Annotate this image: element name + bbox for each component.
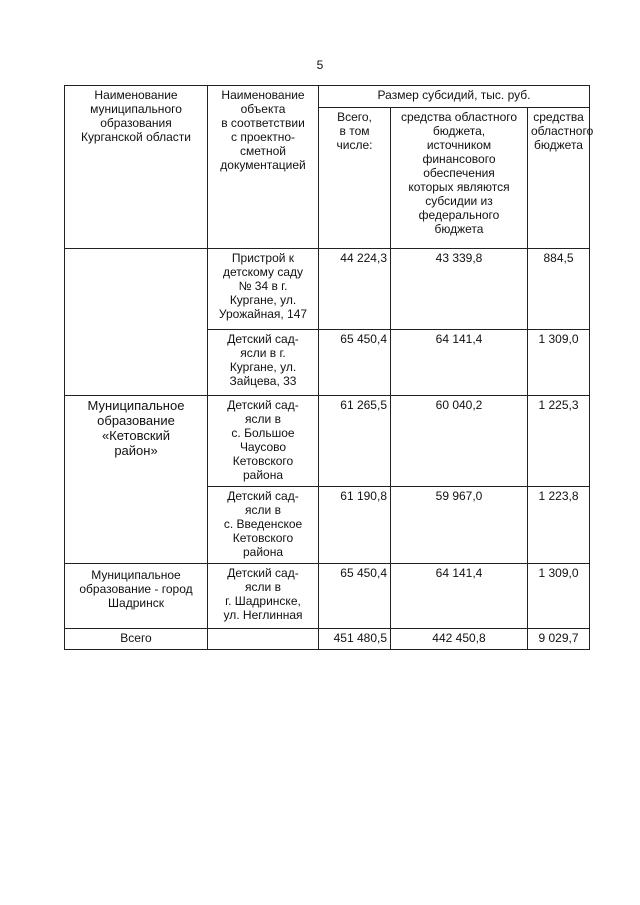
federal-cell: 60 040,2	[391, 396, 528, 487]
totals-label: Всего	[65, 629, 208, 650]
total-cell: 44 224,3	[319, 249, 391, 330]
table-row	[65, 249, 590, 330]
municipality-cell: Муниципальное образование «Кетовский район»	[65, 396, 208, 564]
object-cell: Детский сад- ясли в г. Кургане, ул. Зайцева, 33	[208, 330, 319, 396]
page-number: 5	[316, 58, 324, 72]
total-cell: 61 190,8	[319, 487, 391, 564]
totals-total: 451 480,5	[319, 629, 391, 650]
totals-object-empty	[208, 629, 319, 650]
municipality-cell-empty	[65, 249, 208, 396]
object-cell: Детский сад- ясли в г. Шадринске, ул. Неглинная	[208, 564, 319, 629]
federal-cell: 43 339,8	[391, 249, 528, 330]
header-municipality: Наименование муниципального образования Курганской области	[65, 86, 208, 249]
totals-federal: 442 450,8	[391, 629, 528, 650]
object-cell: Пристрой к детскому саду № 34 в г. Кургане, ул. Урожайная, 147	[208, 249, 319, 330]
header-object: Наименование объекта в соответствии с проектно- сметной документацией	[208, 86, 319, 249]
header-subsidy-size: Размер субсидий, тыс. руб.	[319, 86, 590, 108]
federal-cell: 64 141,4	[391, 330, 528, 396]
total-cell: 65 450,4	[319, 330, 391, 396]
table-row	[65, 396, 590, 487]
regional-cell: 1 309,0	[528, 330, 590, 396]
regional-cell: 884,5	[528, 249, 590, 330]
header-regional: средства областного бюджета	[528, 108, 590, 249]
totals-regional: 9 029,7	[528, 629, 590, 650]
header-federal: средства областного бюджета, источником финансового обеспечения которых являются субсидии из федерального бюджета	[391, 108, 528, 249]
object-cell: Детский сад- ясли в с. Большое Чаусово Кетовского района	[208, 396, 319, 487]
subsidy-table	[64, 85, 594, 650]
regional-cell: 1 309,0	[528, 564, 590, 629]
regional-cell: 1 223,8	[528, 487, 590, 564]
regional-cell: 1 225,3	[528, 396, 590, 487]
federal-cell: 59 967,0	[391, 487, 528, 564]
federal-cell: 64 141,4	[391, 564, 528, 629]
header-total: Всего, в том числе:	[319, 108, 391, 249]
totals-row	[65, 629, 590, 650]
total-cell: 61 265,5	[319, 396, 391, 487]
header-row	[65, 86, 590, 108]
object-cell: Детский сад- ясли в с. Введенское Кетовского района	[208, 487, 319, 564]
total-cell: 65 450,4	[319, 564, 391, 629]
municipality-cell: Муниципальное образование - город Шадринск	[65, 564, 208, 629]
table-row	[65, 564, 590, 629]
